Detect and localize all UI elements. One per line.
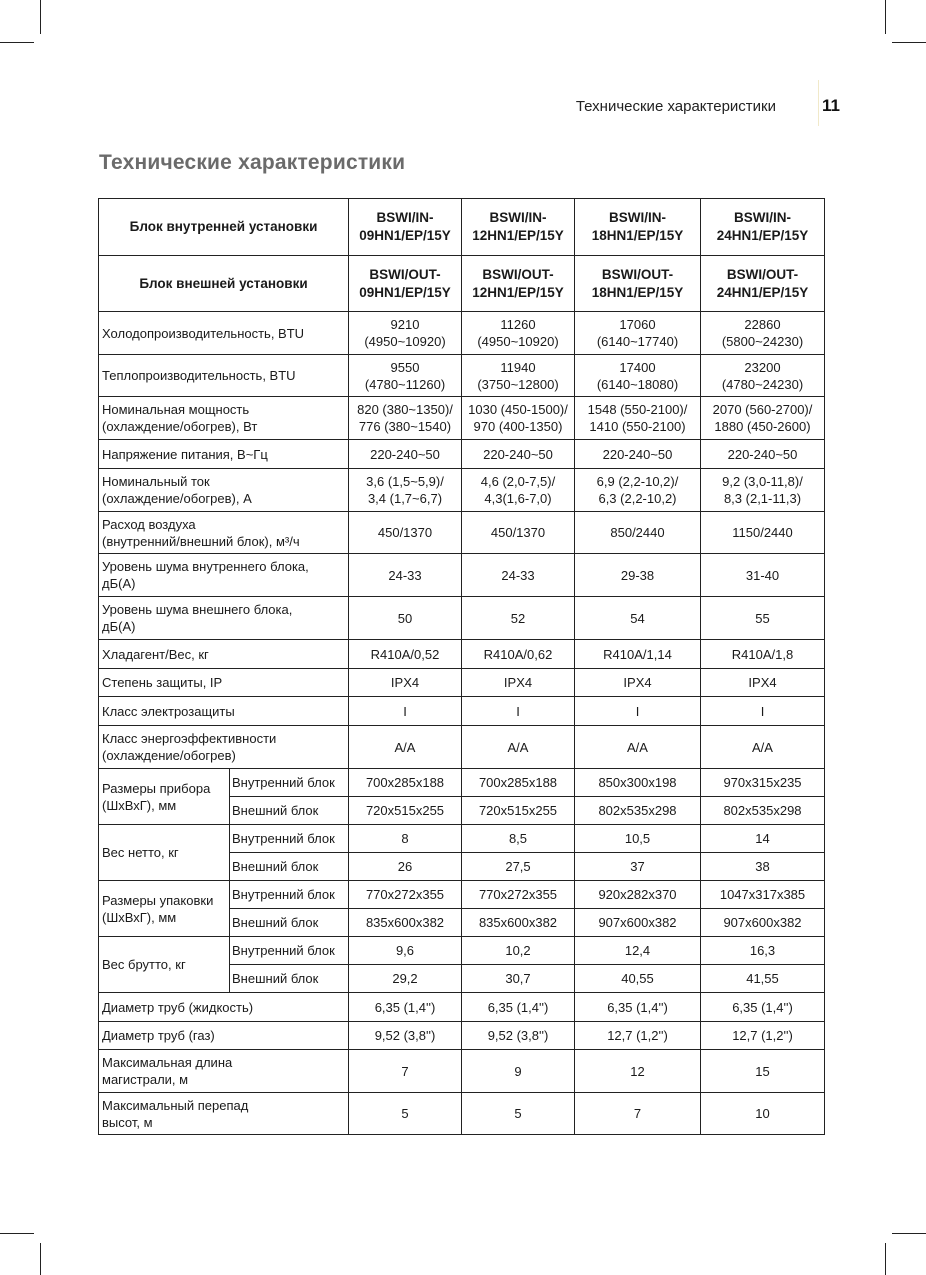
spec-subrow: [99, 769, 825, 797]
spec-value: 220-240~50: [701, 440, 825, 469]
spec-value: 5: [349, 1093, 462, 1135]
spec-row: [99, 312, 825, 355]
spec-value: 50: [349, 597, 462, 640]
running-header: [560, 96, 840, 120]
spec-value: 10,5: [575, 825, 701, 853]
specifications-table-body: [99, 199, 825, 1135]
spec-value: 920x282x370: [575, 881, 701, 909]
spec-value: IPX4: [462, 669, 575, 697]
spec-label: Холодопроизводительность, BTU: [99, 312, 349, 355]
spec-value: 700x285x188: [349, 769, 462, 797]
spec-value: 835x600x382: [349, 909, 462, 937]
spec-value: 8,5: [462, 825, 575, 853]
spec-value: 41,55: [701, 965, 825, 993]
spec-row: [99, 512, 825, 554]
spec-value: 820 (380~1350)/ 776 (380~1540): [349, 397, 462, 440]
indoor-unit-label: Блок внутренней установки: [99, 199, 349, 256]
spec-subrow: [99, 825, 825, 853]
spec-value: 2070 (560-2700)/ 1880 (450-2600): [701, 397, 825, 440]
spec-label: Уровень шума внешнего блока, дБ(А): [99, 597, 349, 640]
spec-row: [99, 355, 825, 397]
spec-value: 16,3: [701, 937, 825, 965]
spec-group-label: Размеры упаковки (ШхВхГ), мм: [99, 881, 230, 937]
spec-value: 24-33: [462, 554, 575, 597]
spec-group-label: Размеры прибора (ШхВхГ), мм: [99, 769, 230, 825]
spec-label: Максимальный перепад высот, м: [99, 1093, 349, 1135]
spec-value: 6,35 (1,4''): [349, 993, 462, 1022]
spec-value: 6,35 (1,4''): [462, 993, 575, 1022]
spec-value: 770x272x355: [349, 881, 462, 909]
spec-value: 23200 (4780~24230): [701, 355, 825, 397]
spec-value: 12,7 (1,2''): [575, 1022, 701, 1050]
spec-value: 10: [701, 1093, 825, 1135]
crop-mark: [0, 42, 34, 43]
spec-value: 907x600x382: [575, 909, 701, 937]
spec-value: 9,2 (3,0-11,8)/ 8,3 (2,1-11,3): [701, 469, 825, 512]
spec-row: [99, 554, 825, 597]
spec-value: 37: [575, 853, 701, 881]
spec-value: IPX4: [701, 669, 825, 697]
spec-row: [99, 697, 825, 726]
spec-subrow: [99, 937, 825, 965]
outdoor-unit-label: Блок внешней установки: [99, 256, 349, 312]
spec-value: IPX4: [575, 669, 701, 697]
spec-row: [99, 1050, 825, 1093]
outdoor-model-4: BSWI/OUT- 24HN1/EP/15Y: [701, 256, 825, 312]
spec-value: 11260 (4950~10920): [462, 312, 575, 355]
spec-value: 54: [575, 597, 701, 640]
spec-sub-label: Внешний блок: [230, 853, 349, 881]
spec-value: 4,6 (2,0-7,5)/ 4,3(1,6-7,0): [462, 469, 575, 512]
spec-sub-label: Внутренний блок: [230, 825, 349, 853]
spec-value: A/A: [462, 726, 575, 769]
spec-value: 29,2: [349, 965, 462, 993]
spec-value: A/A: [349, 726, 462, 769]
spec-sub-label: Внешний блок: [230, 965, 349, 993]
spec-value: 970x315x235: [701, 769, 825, 797]
spec-value: I: [701, 697, 825, 726]
spec-label: Хладагент/Вес, кг: [99, 640, 349, 669]
spec-row: [99, 597, 825, 640]
spec-value: 29-38: [575, 554, 701, 597]
spec-sub-label: Внешний блок: [230, 909, 349, 937]
spec-value: 850x300x198: [575, 769, 701, 797]
spec-value: I: [575, 697, 701, 726]
spec-value: 720x515x255: [349, 797, 462, 825]
spec-value: R410A/1,8: [701, 640, 825, 669]
spec-value: 17400 (6140~18080): [575, 355, 701, 397]
spec-label: Класс электрозащиты: [99, 697, 349, 726]
page-number: 11: [822, 96, 840, 115]
crop-mark: [892, 1233, 926, 1234]
spec-value: 450/1370: [462, 512, 575, 554]
specifications-table: [98, 198, 825, 1135]
spec-value: 9,52 (3,8''): [462, 1022, 575, 1050]
spec-value: 15: [701, 1050, 825, 1093]
spec-sub-label: Внутренний блок: [230, 881, 349, 909]
indoor-model-row: [99, 199, 825, 256]
spec-subrow: [99, 881, 825, 909]
spec-group-label: Вес нетто, кг: [99, 825, 230, 881]
spec-value: 24-33: [349, 554, 462, 597]
spec-value: I: [462, 697, 575, 726]
indoor-model-3: BSWI/IN- 18HN1/EP/15Y: [575, 199, 701, 256]
spec-value: 6,9 (2,2-10,2)/ 6,3 (2,2-10,2): [575, 469, 701, 512]
spec-label: Теплопроизводительность, BTU: [99, 355, 349, 397]
spec-row: [99, 1093, 825, 1135]
spec-value: A/A: [701, 726, 825, 769]
spec-value: 12,7 (1,2''): [701, 1022, 825, 1050]
spec-label: Диаметр труб (газ): [99, 1022, 349, 1050]
indoor-model-2: BSWI/IN- 12HN1/EP/15Y: [462, 199, 575, 256]
spec-value: 1030 (450-1500)/ 970 (400-1350): [462, 397, 575, 440]
page-title: Технические характеристики: [99, 151, 406, 174]
spec-value: 12: [575, 1050, 701, 1093]
spec-row: [99, 669, 825, 697]
crop-mark: [0, 1233, 34, 1234]
crop-mark: [892, 42, 926, 43]
spec-value: R410A/0,62: [462, 640, 575, 669]
spec-row: [99, 993, 825, 1022]
spec-sub-label: Внутренний блок: [230, 937, 349, 965]
spec-group-label: Вес брутто, кг: [99, 937, 230, 993]
spec-value: R410A/0,52: [349, 640, 462, 669]
spec-label: Диаметр труб (жидкость): [99, 993, 349, 1022]
spec-value: 7: [349, 1050, 462, 1093]
spec-value: 14: [701, 825, 825, 853]
spec-value: 700x285x188: [462, 769, 575, 797]
spec-value: 30,7: [462, 965, 575, 993]
spec-value: 9,6: [349, 937, 462, 965]
crop-mark: [885, 1243, 886, 1275]
spec-value: 9550 (4780~11260): [349, 355, 462, 397]
spec-label: Номинальный ток (охлаждение/обогрев), А: [99, 469, 349, 512]
spec-sub-label: Внутренний блок: [230, 769, 349, 797]
outdoor-model-1: BSWI/OUT- 09HN1/EP/15Y: [349, 256, 462, 312]
spec-value: 802x535x298: [701, 797, 825, 825]
spec-value: 835x600x382: [462, 909, 575, 937]
spec-value: 6,35 (1,4''): [701, 993, 825, 1022]
spec-value: 10,2: [462, 937, 575, 965]
spec-value: 1047x317x385: [701, 881, 825, 909]
spec-label: Максимальная длина магистрали, м: [99, 1050, 349, 1093]
spec-value: 11940 (3750~12800): [462, 355, 575, 397]
spec-value: I: [349, 697, 462, 726]
spec-row: [99, 469, 825, 512]
spec-value: 8: [349, 825, 462, 853]
indoor-model-1: BSWI/IN- 09HN1/EP/15Y: [349, 199, 462, 256]
page-divider: [818, 80, 819, 126]
spec-row: [99, 440, 825, 469]
crop-mark: [40, 0, 41, 34]
spec-value: 17060 (6140~17740): [575, 312, 701, 355]
spec-value: R410A/1,14: [575, 640, 701, 669]
spec-label: Напряжение питания, В~Гц: [99, 440, 349, 469]
spec-value: 1548 (550-2100)/ 1410 (550-2100): [575, 397, 701, 440]
spec-value: 770x272x355: [462, 881, 575, 909]
spec-value: 9210 (4950~10920): [349, 312, 462, 355]
spec-value: 6,35 (1,4''): [575, 993, 701, 1022]
spec-value: 1150/2440: [701, 512, 825, 554]
spec-value: 850/2440: [575, 512, 701, 554]
spec-value: 9: [462, 1050, 575, 1093]
spec-row: [99, 726, 825, 769]
spec-value: 220-240~50: [575, 440, 701, 469]
spec-value: 12,4: [575, 937, 701, 965]
spec-value: 40,55: [575, 965, 701, 993]
spec-value: 907x600x382: [701, 909, 825, 937]
spec-label: Расход воздуха (внутренний/внешний блок), м³/ч: [99, 512, 349, 554]
outdoor-model-2: BSWI/OUT- 12HN1/EP/15Y: [462, 256, 575, 312]
spec-row: [99, 1022, 825, 1050]
spec-value: 802x535x298: [575, 797, 701, 825]
spec-value: 31-40: [701, 554, 825, 597]
spec-value: 220-240~50: [462, 440, 575, 469]
crop-mark: [40, 1243, 41, 1275]
spec-label: Степень защиты, IP: [99, 669, 349, 697]
spec-value: 220-240~50: [349, 440, 462, 469]
spec-value: 52: [462, 597, 575, 640]
spec-value: 450/1370: [349, 512, 462, 554]
spec-value: 22860 (5800~24230): [701, 312, 825, 355]
spec-label: Уровень шума внутреннего блока, дБ(А): [99, 554, 349, 597]
spec-row: [99, 397, 825, 440]
spec-value: 26: [349, 853, 462, 881]
spec-value: A/A: [575, 726, 701, 769]
spec-row: [99, 640, 825, 669]
spec-value: 38: [701, 853, 825, 881]
spec-value: 720x515x255: [462, 797, 575, 825]
crop-mark: [885, 0, 886, 34]
spec-sub-label: Внешний блок: [230, 797, 349, 825]
spec-label: Класс энергоэффективности (охлаждение/обогрев): [99, 726, 349, 769]
spec-value: 55: [701, 597, 825, 640]
spec-value: 3,6 (1,5~5,9)/ 3,4 (1,7~6,7): [349, 469, 462, 512]
outdoor-model-3: BSWI/OUT- 18HN1/EP/15Y: [575, 256, 701, 312]
spec-value: IPX4: [349, 669, 462, 697]
outdoor-model-row: [99, 256, 825, 312]
indoor-model-4: BSWI/IN- 24HN1/EP/15Y: [701, 199, 825, 256]
spec-label: Номинальная мощность (охлаждение/обогрев), Вт: [99, 397, 349, 440]
spec-value: 7: [575, 1093, 701, 1135]
spec-value: 5: [462, 1093, 575, 1135]
running-title: Технические характеристики: [575, 98, 776, 115]
spec-value: 9,52 (3,8''): [349, 1022, 462, 1050]
spec-value: 27,5: [462, 853, 575, 881]
